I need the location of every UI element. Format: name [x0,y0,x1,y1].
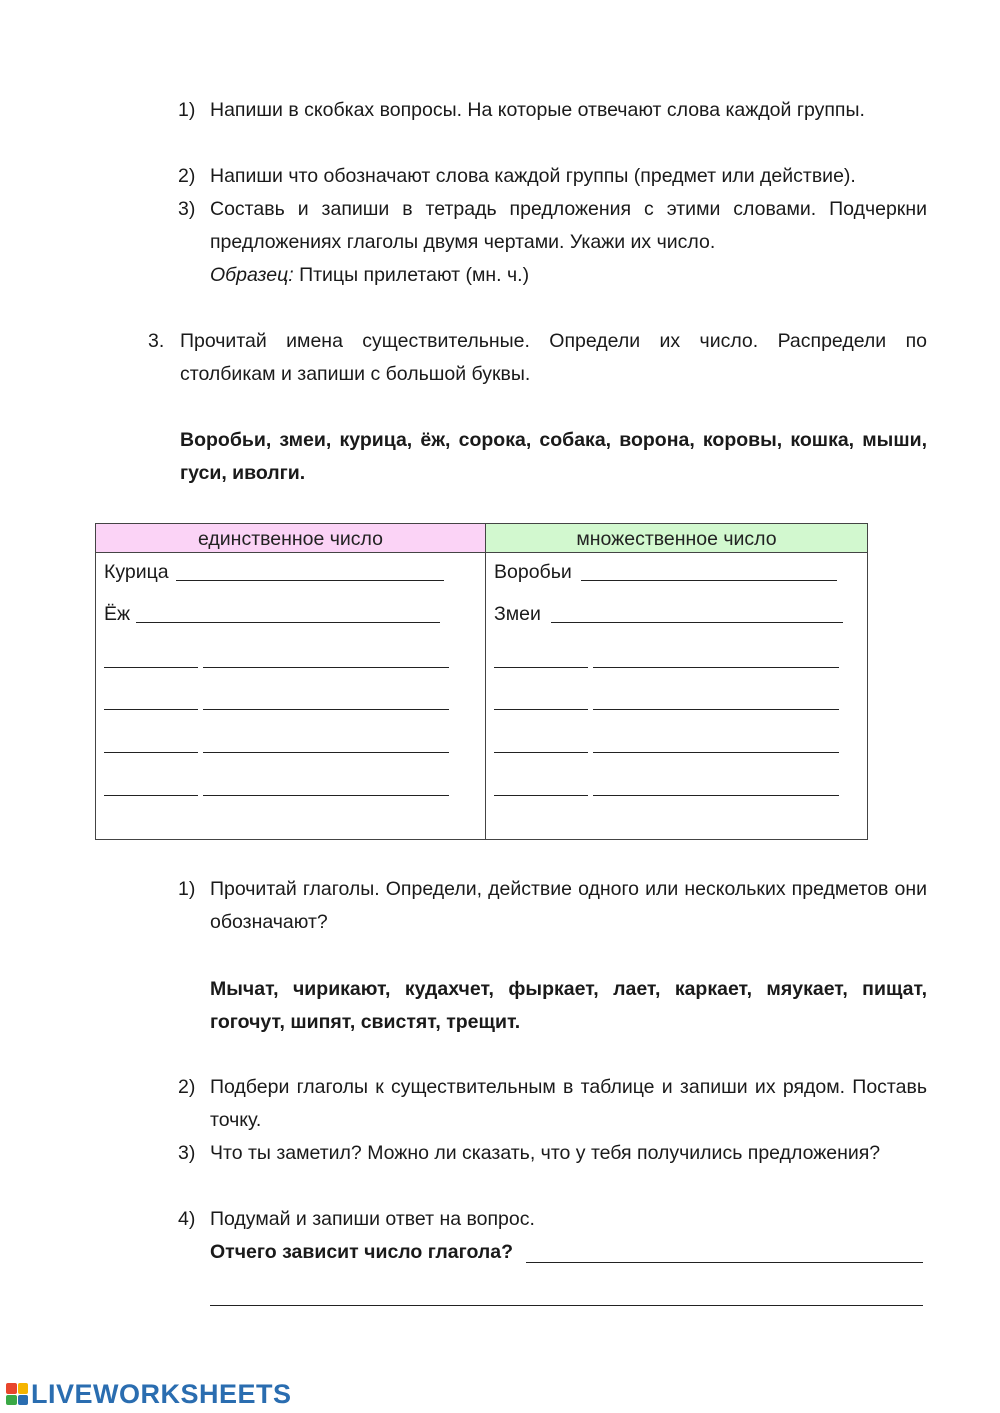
item-text: Подумай и запиши ответ на вопрос. [210,1208,535,1230]
item-number: 3) [178,1142,196,1164]
answer-line-long[interactable] [593,795,839,796]
task3-item-2 [178,1071,927,1137]
plural-word-2: Змеи [494,603,541,625]
item-text: Что ты заметил? Можно ли сказать, что у тебя получились предложения? [210,1142,881,1164]
answer-line-short[interactable] [494,752,588,753]
item-text: Напиши что обозначают слова каждой группы (предмет или действие). [210,165,856,187]
item-text: Составь и запиши в тетрадь предложения с этими словами. Подчеркни предложениях глаголы двумя чертами. Укажи их число. [210,198,927,253]
plural-word-1: Воробьи [494,561,572,583]
item-text: Прочитай глаголы. Определи, действие одного или нескольких предметов они обозначают? [210,878,927,933]
verbs-list: Мычат, чирикают, кудахчет, фыркает, лает, каркает, мяукает, пищат, гогочут, шипят, свистят, трещит. [210,978,927,1033]
liveworksheets-logo [6,1377,292,1411]
answer-line-short[interactable] [494,709,588,710]
task2-item-2 [178,160,927,193]
answer-line[interactable] [526,1262,923,1263]
item-number: 2) [178,1076,196,1098]
task2-item-1 [178,94,927,127]
section-3-instruction [148,325,927,391]
example-label: Образец: [210,264,294,286]
item-number: 1) [178,878,196,900]
singular-word-1: Курица [104,561,169,583]
answer-line[interactable] [136,622,440,623]
answer-line-short[interactable] [104,667,198,668]
example-line [210,259,927,292]
answer-line[interactable] [551,622,843,623]
singular-header: единственное число [96,524,485,553]
answer-line-long[interactable] [593,752,839,753]
answer-line-long[interactable] [203,752,449,753]
task3-item-4 [178,1203,927,1236]
answer-line-long[interactable] [593,667,839,668]
answer-line-short[interactable] [104,709,198,710]
example-text: Птицы прилетают (мн. ч.) [293,264,530,286]
question-text: Отчего зависит число глагола? [210,1241,514,1263]
item-number: 2) [178,165,196,187]
answer-line-short[interactable] [494,795,588,796]
task2-item-3 [178,193,927,259]
answer-line[interactable] [581,580,837,581]
logo-icon [6,1383,28,1405]
logo-text: LIVEWORKSHEETS [31,1378,292,1409]
plural-header: множественное число [486,524,867,553]
item-number: 4) [178,1208,196,1230]
answer-line-short[interactable] [104,795,198,796]
section-text: Прочитай имена существительные. Определи их число. Распредели по столбикам и запиши с большой буквы. [180,330,927,385]
answer-line-short[interactable] [104,752,198,753]
answer-line-long[interactable] [203,795,449,796]
column-divider [485,524,486,839]
number-table [95,523,868,840]
nouns-list: Воробьи, змеи, курица, ёж, сорока, собака, ворона, коровы, кошка, мыши, гуси, иволги. [180,429,927,484]
singular-word-2: Ёж [104,603,131,625]
item-text: Напиши в скобках вопросы. На которые отвечают слова каждой группы. [210,99,865,121]
answer-line[interactable] [176,580,444,581]
answer-line-short[interactable] [494,667,588,668]
item-number: 3) [178,198,196,220]
section-number: 3. [148,330,165,352]
item-text: Подбери глаголы к существительным в таблице и запиши их рядом. Поставь точку. [210,1076,927,1131]
answer-line-long[interactable] [203,667,449,668]
item-number: 1) [178,99,196,121]
answer-line-long[interactable] [203,709,449,710]
task3-item-1 [178,873,927,939]
answer-line-long[interactable] [593,709,839,710]
answer-line[interactable] [210,1305,923,1306]
task3-item-3 [178,1137,927,1170]
